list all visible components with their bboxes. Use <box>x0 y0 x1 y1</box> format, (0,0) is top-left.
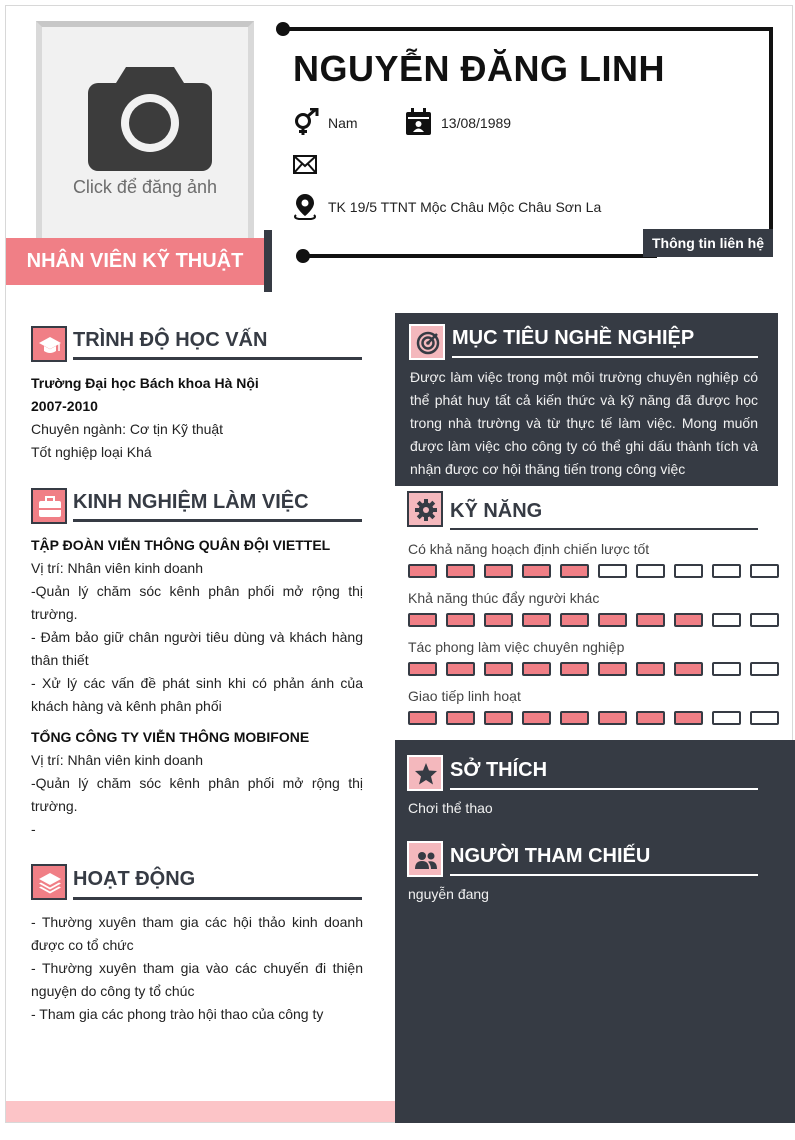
experience-line: - Xử lý các vấn đề phát sinh khi có phản ánh của khách hàng và kênh phân phối <box>31 675 363 714</box>
skill-box-filled <box>522 613 551 627</box>
header-border-bottom <box>302 254 657 258</box>
education-section-icon <box>31 326 67 362</box>
skill-box-empty <box>712 711 741 725</box>
hobbies-text: Chơi thể thao <box>408 800 493 816</box>
activity-item: - Thường xuyên tham gia vào các chuyến đi thiện nguyện do công ty tổ chúc <box>31 960 363 999</box>
skill-box-filled <box>598 711 627 725</box>
skill-box-filled <box>560 711 589 725</box>
activities-divider <box>73 897 362 900</box>
objective-title: MỤC TIÊU NGHỀ NGHIỆP <box>452 327 695 349</box>
location-pin-icon <box>293 193 317 221</box>
skill-box-filled <box>484 662 513 676</box>
skill-box-empty <box>712 613 741 627</box>
target-icon <box>416 331 440 355</box>
gender-icon <box>292 108 320 136</box>
people-icon <box>414 848 438 872</box>
photo-upload[interactable] <box>36 21 254 247</box>
gear-icon <box>414 498 438 522</box>
experience-company: TẬP ĐOÀN VIỄN THÔNG QUÂN ĐỘI VIETTEL <box>31 537 331 553</box>
experience-line: Vị trí: Nhân viên kinh doanh <box>31 560 203 576</box>
skill-label: Tác phong làm việc chuyên nghiệp <box>408 639 625 655</box>
skill-box-empty <box>598 564 627 578</box>
skill-box-filled <box>408 613 437 627</box>
skill-box-filled <box>446 564 475 578</box>
job-title: NHÂN VIÊN KỸ THUẬT <box>6 238 264 285</box>
skill-box-filled <box>522 564 551 578</box>
skill-box-empty <box>674 564 703 578</box>
activities-title: HOẠT ĐỘNG <box>73 868 196 890</box>
graduation-cap-icon <box>38 333 62 357</box>
experience-line: -Quản lý chăm sóc kênh phân phối mở rộng thị trường. <box>31 775 363 814</box>
experience-line: -Quản lý chăm sóc kênh phân phối mở rộng thị trường. <box>31 583 363 622</box>
photo-upload-label: Click để đăng ảnh <box>72 177 218 197</box>
objective-divider <box>452 356 758 358</box>
skill-box-filled <box>560 564 589 578</box>
contact-info-tag: Thông tin liên hệ <box>643 229 773 257</box>
skills-section-icon <box>407 491 443 527</box>
skill-box-filled <box>598 613 627 627</box>
skill-box-empty <box>712 662 741 676</box>
references-section-icon <box>407 841 443 877</box>
skill-box-empty <box>750 564 779 578</box>
hobbies-section-icon <box>407 755 443 791</box>
activities-section-icon <box>31 864 67 900</box>
header-border-right <box>769 27 773 230</box>
skill-box-filled <box>598 662 627 676</box>
skill-box-filled <box>636 711 665 725</box>
references-divider <box>450 874 758 876</box>
header-border-top <box>283 27 773 31</box>
skill-box-filled <box>674 613 703 627</box>
hobbies-title: SỞ THÍCH <box>450 759 548 781</box>
skill-box-empty <box>712 564 741 578</box>
skill-label: Giao tiếp linh hoạt <box>408 688 521 704</box>
references-text: nguyễn đang <box>408 886 489 902</box>
education-years: 2007-2010 <box>31 398 98 414</box>
footer-accent-bar <box>6 1101 395 1122</box>
hobbies-divider <box>450 788 758 790</box>
skill-label: Khả năng thúc đẩy người khác <box>408 590 600 606</box>
birthday-value: 13/08/1989 <box>441 115 512 131</box>
skill-box-filled <box>446 662 475 676</box>
skill-box-filled <box>636 613 665 627</box>
skill-box-empty <box>636 564 665 578</box>
email-icon <box>293 155 318 175</box>
activity-item: - Thường xuyên tham gia các hội thảo kinh doanh được co tổ chức <box>31 914 363 953</box>
camera-icon <box>88 61 212 171</box>
skill-box-empty <box>750 613 779 627</box>
education-school: Trường Đại học Bách khoa Hà Nội <box>31 375 259 391</box>
experience-divider <box>73 519 362 522</box>
skill-box-empty <box>750 662 779 676</box>
skill-rating <box>408 613 779 627</box>
skills-divider <box>450 528 758 530</box>
education-divider <box>73 357 362 360</box>
skill-box-empty <box>750 711 779 725</box>
skill-box-filled <box>484 564 513 578</box>
calendar-icon <box>405 108 432 136</box>
education-major: Chuyên ngành: Cơ tịn Kỹ thuật <box>31 421 224 437</box>
experience-line: - Đảm bảo giữ chân người tiêu dùng và khách hàng thân thiết <box>31 629 363 668</box>
skill-rating <box>408 662 779 676</box>
skill-box-filled <box>408 564 437 578</box>
star-icon <box>414 762 438 786</box>
skill-box-filled <box>674 662 703 676</box>
skill-box-filled <box>484 613 513 627</box>
skill-box-filled <box>560 662 589 676</box>
experience-line: - <box>31 821 36 837</box>
skill-box-filled <box>484 711 513 725</box>
skill-box-filled <box>636 662 665 676</box>
activity-item: - Tham gia các phong trào hội thao của công ty <box>31 1006 324 1022</box>
briefcase-icon <box>38 495 62 519</box>
skill-box-filled <box>408 662 437 676</box>
experience-title: KINH NGHIỆM LÀM VIỆC <box>73 491 309 513</box>
skill-box-filled <box>446 711 475 725</box>
skill-rating <box>408 564 779 578</box>
skill-box-filled <box>674 711 703 725</box>
skill-box-filled <box>522 662 551 676</box>
objective-section-icon <box>409 324 445 360</box>
skills-title: KỸ NĂNG <box>450 500 543 522</box>
skill-box-filled <box>408 711 437 725</box>
layers-icon <box>38 871 62 895</box>
education-title: TRÌNH ĐỘ HỌC VẤN <box>73 329 268 351</box>
full-name: NGUYỄN ĐĂNG LINH <box>293 48 666 89</box>
experience-line: Vị trí: Nhân viên kinh doanh <box>31 752 203 768</box>
objective-text: Được làm việc trong một môi trường chuyên nghiệp có thể phát huy tất cả kiến thức và kỹ năng đã được học trong nhà trường và từ thực tế làm việc. Mong muốn được làm việc cho công ty có thể ghi dấu thành tích và nhận được cơ hội thăng tiến trong công việc <box>410 369 758 477</box>
gender-value: Nam <box>328 115 358 131</box>
photo-placeholder <box>42 27 248 247</box>
references-title: NGƯỜI THAM CHIẾU <box>450 845 651 867</box>
experience-section-icon <box>31 488 67 524</box>
skill-box-filled <box>560 613 589 627</box>
address-value: TK 19/5 TTNT Mộc Châu Mộc Châu Sơn La <box>328 199 602 215</box>
skill-box-filled <box>522 711 551 725</box>
education-grade: Tốt nghiệp loại Khá <box>31 444 152 460</box>
skill-box-filled <box>446 613 475 627</box>
skill-rating <box>408 711 779 725</box>
skill-label: Có khả năng hoạch định chiến lược tốt <box>408 541 650 557</box>
experience-company: TỔNG CÔNG TY VIỄN THÔNG MOBIFONE <box>31 729 310 745</box>
job-title-accent-bar <box>264 230 272 292</box>
